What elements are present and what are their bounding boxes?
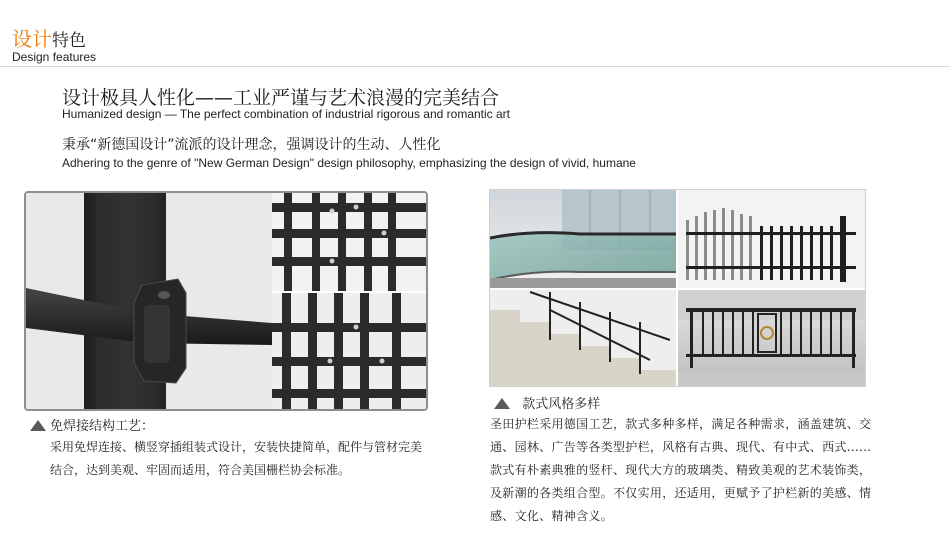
headline: 设计极具人性化——工业严谨与艺术浪漫的完美结合 [62, 87, 500, 109]
triangle-icon [494, 398, 510, 409]
tagline: 秉承“新德国设计”流派的设计理念，强调设计的生动、人性化 [62, 137, 441, 153]
left-caption-text: 免焊接结构工艺： [50, 419, 155, 434]
left-caption [30, 415, 154, 434]
section-title-accent: 设计 [12, 27, 52, 51]
tagline-en: Adhering to the genre of "New German Design" design philosophy, emphasizing the design of vivid, humane [62, 156, 636, 170]
headline-en: Humanized design — The perfect combination of industrial rigorous and romantic art [62, 107, 511, 121]
left-body: 采用免焊连接、横竖穿插组装式设计，安装快捷简单，配件与管材完美结合，达到美观、牢固而适用，符合美国栅栏协会标准。 [50, 440, 423, 477]
weld-free-joint-image [24, 191, 428, 411]
triangle-icon [30, 420, 46, 431]
section-title-rest: 特色 [52, 31, 86, 51]
fence-styles-image [489, 189, 866, 387]
right-caption-text: 款式风格多样 [522, 397, 601, 412]
right-body: 圣田护栏采用德国工艺，款式多种多样，满足各种需求，涵盖建筑、交通、园林、广告等各类型护栏，风格有古典、现代、有中式、西式...... 款式有朴素典雅的竖杆、现代大方的玻璃类、精致美观的艺术装饰类， 及新潮的各类组合型。不仅实用，还适用，更赋予了护栏新的美感、情感、文化、精神含义。 [490, 417, 872, 523]
section-title-en: Design features [12, 50, 97, 64]
header-divider [0, 66, 950, 67]
right-caption [494, 393, 600, 412]
section-title [12, 28, 86, 52]
